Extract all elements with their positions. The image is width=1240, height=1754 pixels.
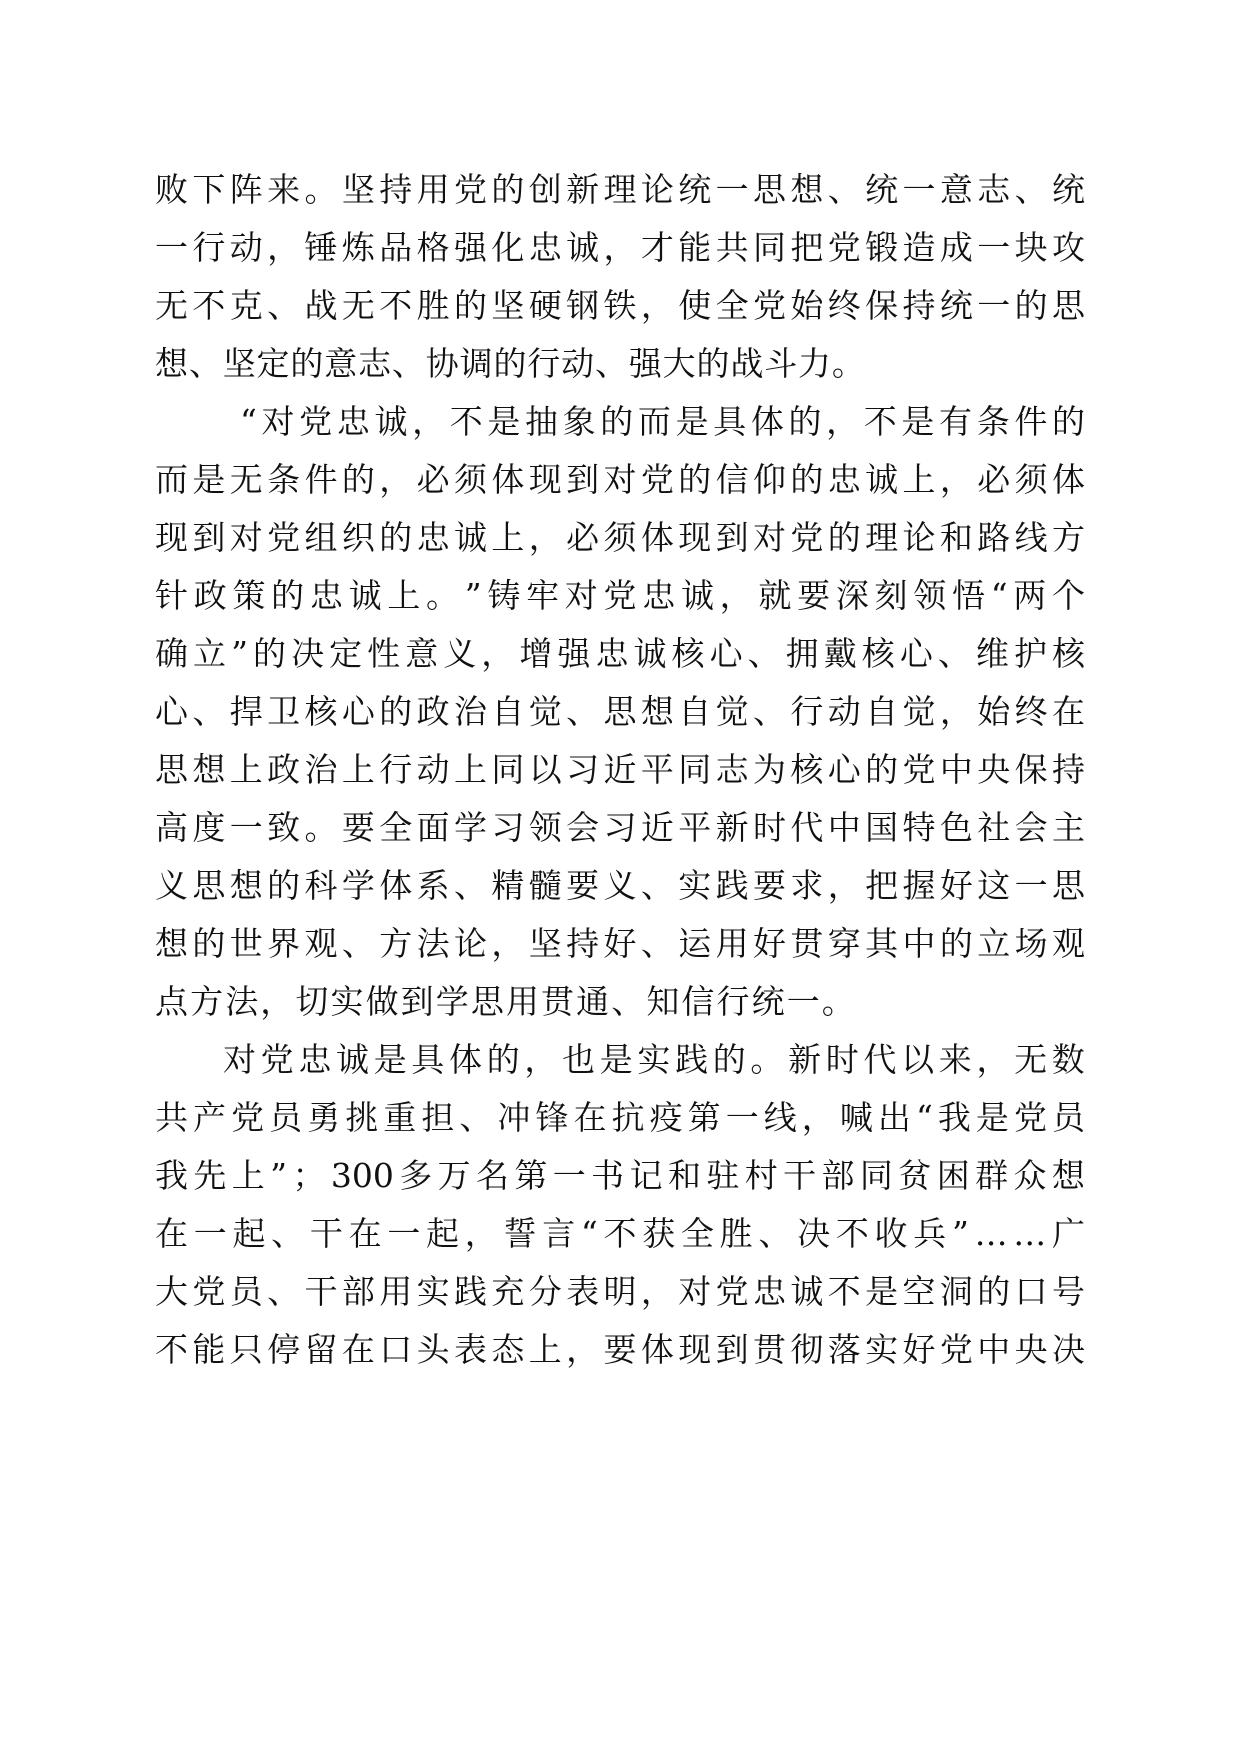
text-line: 而 是 无 条 件 的 ， 必 须 体 现 到 对 党 的 信 仰 的 忠 诚 上 ， 必 须 体 [155, 460, 1085, 499]
text-line: 不 能 只 停 留 在 口 头 表 态 上 ， 要 体 现 到 贯 彻 落 实 好 党 中 央 决 [155, 1330, 1085, 1369]
text-line: 一 行 动 ， 锤 炼 品 格 强 化 忠 诚 ， 才 能 共 同 把 党 锻 造 成 一 块 攻 [155, 228, 1085, 267]
text-line: 共 产 党 员 勇 挑 重 担 、 冲 锋 在 抗 疫 第 一 线 ， 喊 出 “ 我 是 党 员 [155, 1098, 1085, 1137]
text-line: “ 对 党 忠 诚 ， 不 是 抽 象 的 而 是 具 体 的 ， 不 是 有 条 件 的 [240, 402, 1085, 441]
text-line: 针 政 策 的 忠 诚 上 。 ” 铸 牢 对 党 忠 诚 ， 就 要 深 刻 领 悟 “ 两 个 [155, 576, 1085, 615]
text-line: 确 立 ” 的 决 定 性 意 义 ， 增 强 忠 诚 核 心 、 拥 戴 核 心 、 维 护 核 [155, 634, 1085, 673]
text-line: 在 一 起 、 干 在 一 起 ， 誓 言 “ 不 获 全 胜 、 决 不 收 兵 ” … … 广 [155, 1214, 1085, 1253]
text-line: 我 先 上 ” ； 300 多 万 名 第 一 书 记 和 驻 村 干 部 同 贫 困 群 众 想 [155, 1156, 1085, 1195]
text-line: 无 不 克 、 战 无 不 胜 的 坚 硬 钢 铁 ， 使 全 党 始 终 保 持 统 一 的 思 [155, 286, 1085, 325]
text-line: 心 、 捍 卫 核 心 的 政 治 自 觉 、 思 想 自 觉 、 行 动 自 觉 ， 始 终 在 [155, 692, 1085, 731]
text-line: 高 度 一 致 。 要 全 面 学 习 领 会 习 近 平 新 时 代 中 国 特 色 社 会 主 [155, 808, 1085, 847]
text-line: 想 的 世 界 观 、 方 法 论 ， 坚 持 好 、 运 用 好 贯 穿 其 中 的 立 场 观 [155, 924, 1085, 963]
text-line: 大 党 员 、 干 部 用 实 践 充 分 表 明 ， 对 党 忠 诚 不 是 空 洞 的 口 号 [155, 1272, 1085, 1311]
text-line: 点 方 法 ， 切 实 做 到 学 思 用 贯 通 、 知 信 行 统 一 。 [155, 982, 855, 1021]
text-line: 想 、 坚 定 的 意 志 、 协 调 的 行 动 、 强 大 的 战 斗 力 。 [155, 344, 865, 383]
text-line: 败 下 阵 来 。 坚 持 用 党 的 创 新 理 论 统 一 思 想 、 统 一 意 志 、 统 [155, 170, 1085, 209]
text-line: 义 思 想 的 科 学 体 系 、 精 髓 要 义 、 实 践 要 求 ， 把 握 好 这 一 思 [155, 866, 1085, 905]
text-line: 现 到 对 党 组 织 的 忠 诚 上 ， 必 须 体 现 到 对 党 的 理 论 和 路 线 方 [155, 518, 1085, 557]
text-line: 对 党 忠 诚 是 具 体 的 ， 也 是 实 践 的 。 新 时 代 以 来 ， 无 数 [223, 1040, 1085, 1079]
text-line: 思 想 上 政 治 上 行 动 上 同 以 习 近 平 同 志 为 核 心 的 党 中 央 保 持 [155, 750, 1085, 789]
